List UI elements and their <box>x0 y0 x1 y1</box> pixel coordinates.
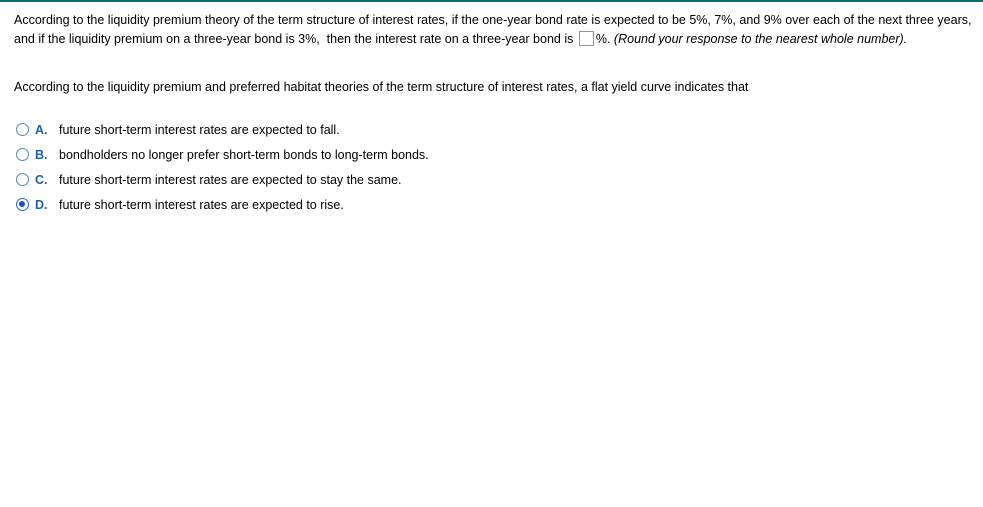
question-1-text: According to the liquidity premium theory of the term structure of interest rates, if the one-year bond rate is expected to be 5%, 7%, and 9% over each of the next three years, and if the liquidity premium on a three-year bond is 3%, then the interest rate on a three-year bond is <box>14 13 972 46</box>
option-c-text: future short-term interest rates are expected to stay the same. <box>59 172 402 187</box>
option-b[interactable] <box>16 142 429 167</box>
option-a-letter: A. <box>35 122 48 137</box>
option-a-text: future short-term interest rates are expected to fall. <box>59 122 340 137</box>
radio-option-b[interactable] <box>16 148 29 161</box>
option-d-text: future short-term interest rates are expected to rise. <box>59 197 344 212</box>
question-1 <box>14 11 976 49</box>
option-c[interactable] <box>16 167 429 192</box>
option-d-letter: D. <box>35 197 48 212</box>
option-b-letter: B. <box>35 147 48 162</box>
answer-options <box>16 117 429 217</box>
radio-option-d[interactable] <box>16 198 29 211</box>
question-2-prompt: According to the liquidity premium and preferred habitat theories of the term structure of interest rates, a flat yield curve indicates that <box>14 80 749 94</box>
option-a[interactable] <box>16 117 429 142</box>
radio-option-a[interactable] <box>16 123 29 136</box>
percent-sign: %. <box>595 32 611 46</box>
option-b-text: bondholders no longer prefer short-term bonds to long-term bonds. <box>59 147 429 162</box>
top-divider <box>0 0 983 2</box>
radio-option-c[interactable] <box>16 173 29 186</box>
answer-input-box[interactable] <box>579 31 594 46</box>
option-d[interactable] <box>16 192 429 217</box>
option-c-letter: C. <box>35 172 48 187</box>
rounding-instruction: (Round your response to the nearest whole number). <box>613 32 908 46</box>
